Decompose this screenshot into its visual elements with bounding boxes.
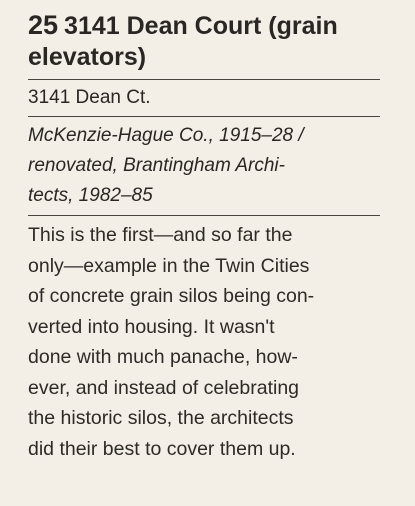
entry-description: This is the first—and so far the only—example in the Twin Cities of concrete grain silos being con- verted into housing. It wasn't done with much panache, how- ever, and instead of celebrating the historic silos, the architects did their best to cover them up.	[28, 224, 315, 460]
guide-entry	[28, 10, 380, 464]
entry-number: 25	[28, 10, 59, 40]
entry-address: 3141 Dean Ct.	[28, 87, 151, 108]
entry-heading	[28, 10, 380, 79]
entry-credits: McKenzie-Hague Co., 1915–28 / renovated, Brantingham Archi- tects, 1982–85	[28, 125, 304, 206]
entry-title: 3141 Dean Court (grain elevators)	[28, 12, 338, 71]
